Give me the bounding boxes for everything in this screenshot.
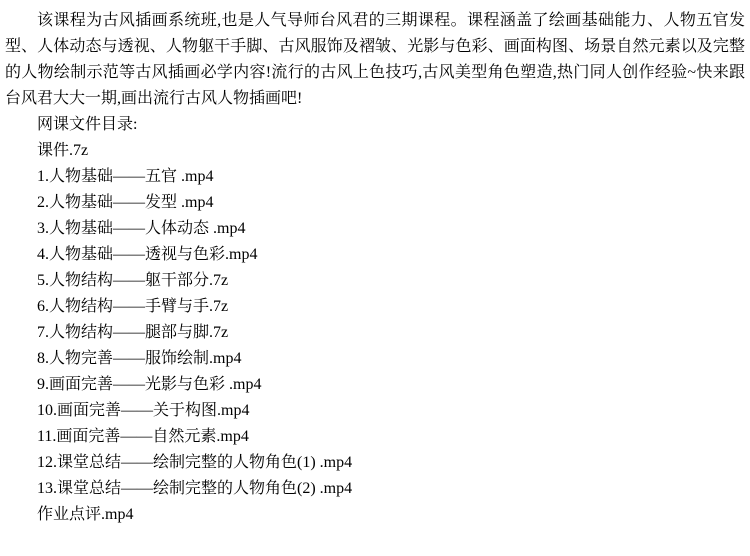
directory-item: 3.人物基础——人体动态 .mp4 xyxy=(37,220,246,237)
directory-heading: 网课文件目录: xyxy=(37,116,138,133)
directory-item: 9.画面完善——光影与色彩 .mp4 xyxy=(37,376,262,393)
directory-item: 10.画面完善——关于构图.mp4 xyxy=(37,402,250,419)
directory-item: 课件.7z xyxy=(37,142,89,159)
directory-item: 12.课堂总结——绘制完整的人物角色(1) .mp4 xyxy=(37,454,353,471)
directory-item: 2.人物基础——发型 .mp4 xyxy=(37,194,214,211)
directory-item: 作业点评.mp4 xyxy=(37,506,134,523)
directory-item: 11.画面完善——自然元素.mp4 xyxy=(37,428,249,445)
directory-item: 8.人物完善——服饰绘制.mp4 xyxy=(37,350,242,367)
course-description: 该课程为古风插画系统班,也是人气导师台风君的三期课程。课程涵盖了绘画基础能力、人物五官发型、人体动态与透视、人物躯干手脚、古风服饰及褶皱、光影与色彩、画面构图、场景自然元素以及完整的人物绘制示范等古风插画必学内容!流行的古风上色技巧,古风美型角色塑造,热门同人创作经验~快来跟台风君大大一期,画出流行古风人物插画吧! xyxy=(5,12,745,107)
directory-item: 1.人物基础——五官 .mp4 xyxy=(37,168,214,185)
directory-item: 6.人物结构——手臂与手.7z xyxy=(37,298,229,315)
directory-item: 4.人物基础——透视与色彩.mp4 xyxy=(37,246,258,263)
directory-item: 13.课堂总结——绘制完整的人物角色(2) .mp4 xyxy=(37,480,353,497)
directory-item: 7.人物结构——腿部与脚.7z xyxy=(37,324,229,341)
directory-item: 5.人物结构——躯干部分.7z xyxy=(37,272,229,289)
